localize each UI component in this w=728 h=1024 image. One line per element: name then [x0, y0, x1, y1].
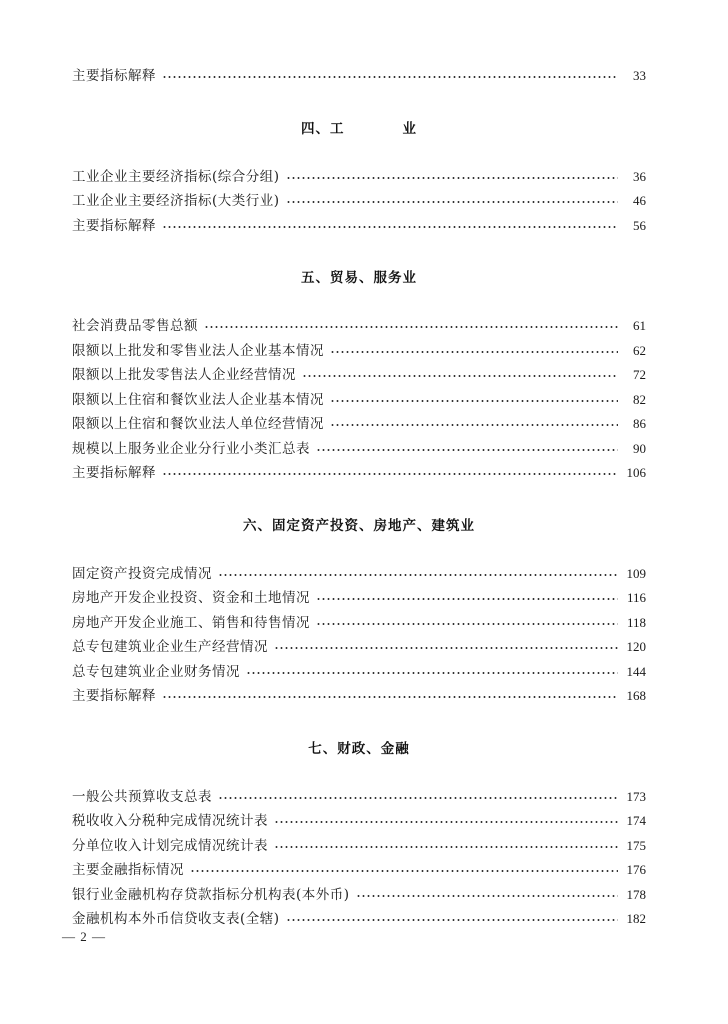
toc-entry[interactable] — [72, 412, 646, 437]
toc-entry-page: 72 — [633, 367, 646, 382]
dot-leader — [246, 672, 618, 674]
toc-entry[interactable] — [72, 785, 646, 810]
toc-entry[interactable] — [72, 611, 646, 636]
toc-entry[interactable] — [72, 461, 646, 486]
toc-entry[interactable] — [72, 660, 646, 685]
dot-leader — [162, 696, 618, 698]
dot-leader — [218, 797, 618, 799]
toc-entry-page: 46 — [633, 193, 646, 208]
section-heading-part: 四、工 — [301, 120, 345, 137]
toc-entry[interactable] — [72, 64, 646, 89]
toc-entry-title: 房地产开发企业施工、销售和待售情况 — [72, 614, 310, 631]
toc-entry-title: 限额以上住宿和餐饮业法人单位经营情况 — [72, 416, 324, 432]
toc-entry-page: 62 — [633, 342, 646, 358]
toc-entry-title: 总专包建筑业企业生产经营情况 — [72, 639, 268, 655]
toc-entry-page: 174 — [626, 813, 646, 828]
toc-entry[interactable] — [72, 809, 646, 834]
toc-entry-title: 主要指标解释 — [72, 217, 156, 234]
dot-leader — [274, 647, 618, 649]
toc-entry-title: 限额以上批发和零售业法人企业基本情况 — [72, 342, 324, 359]
toc-entry-page: 90 — [633, 440, 646, 456]
table-of-contents — [72, 64, 646, 932]
toc-entry-title: 银行业金融机构存贷款指标分机构表(本外币) — [72, 886, 350, 903]
toc-entry-page: 120 — [626, 639, 646, 654]
toc-entry-title: 限额以上住宿和餐饮业法人企业基本情况 — [72, 391, 324, 408]
toc-entry[interactable] — [72, 437, 646, 462]
toc-entry[interactable] — [72, 684, 646, 709]
toc-entry-title: 分单位收入计划完成情况统计表 — [72, 837, 268, 854]
dot-leader — [218, 574, 618, 576]
toc-entry[interactable] — [72, 165, 646, 190]
toc-entry-title: 固定资产投资完成情况 — [72, 565, 212, 582]
toc-entry-page: 144 — [626, 663, 646, 679]
toc-entry-title: 工业企业主要经济指标(综合分组) — [72, 168, 280, 185]
dot-leader — [274, 846, 618, 848]
toc-entry[interactable] — [72, 388, 646, 413]
dot-leader — [316, 449, 618, 451]
dot-leader — [356, 895, 618, 897]
dot-leader — [286, 919, 618, 921]
dot-leader — [330, 400, 618, 402]
section-heading-trade-services: 五、贸易、服务业 — [301, 270, 417, 286]
section-heading-part: 业 — [402, 120, 417, 137]
section-heading-investment-realestate-construction: 六、固定资产投资、房地产、建筑业 — [243, 517, 475, 534]
dot-leader — [162, 473, 618, 475]
section-heading-finance: 七、财政、金融 — [308, 740, 410, 757]
toc-entry-title: 税收收入分税种完成情况统计表 — [72, 813, 268, 829]
dot-leader — [274, 821, 618, 823]
toc-entry-page: 109 — [626, 565, 646, 581]
toc-entry[interactable] — [72, 339, 646, 364]
toc-entry-title: 主要金融指标情况 — [72, 862, 184, 878]
dot-leader — [286, 201, 618, 203]
dot-leader — [316, 598, 618, 600]
dot-leader — [162, 226, 618, 228]
dot-leader — [302, 375, 618, 377]
toc-entry[interactable] — [72, 562, 646, 587]
toc-entry-page: 86 — [633, 416, 646, 431]
toc-entry-page: 36 — [633, 168, 646, 184]
dot-leader — [204, 326, 618, 328]
toc-entry[interactable] — [72, 214, 646, 239]
toc-entry-page: 173 — [626, 788, 646, 804]
toc-entry-title: 主要指标解释 — [72, 688, 156, 704]
toc-entry-page: 182 — [626, 911, 646, 926]
toc-entry-page: 82 — [633, 391, 646, 407]
dot-leader — [286, 177, 618, 179]
toc-entry-page: 106 — [626, 465, 646, 480]
toc-entry-page: 118 — [626, 614, 646, 630]
toc-entry-page: 61 — [633, 318, 646, 333]
toc-entry-title: 社会消费品零售总额 — [72, 318, 198, 334]
toc-entry[interactable] — [72, 586, 646, 611]
dot-leader — [330, 424, 618, 426]
toc-entry-title: 一般公共预算收支总表 — [72, 788, 212, 805]
toc-entry[interactable] — [72, 363, 646, 388]
toc-entry[interactable] — [72, 883, 646, 908]
toc-entry-title: 主要指标解释 — [72, 68, 156, 84]
toc-entry-title: 工业企业主要经济指标(大类行业) — [72, 193, 280, 209]
dot-leader — [190, 870, 618, 872]
toc-entry-title: 房地产开发企业投资、资金和土地情况 — [72, 590, 310, 606]
toc-entry-page: 175 — [626, 837, 646, 853]
toc-entry[interactable] — [72, 834, 646, 859]
toc-entry-page: 176 — [626, 862, 646, 877]
toc-entry-page: 116 — [626, 590, 646, 605]
toc-entry-page: 168 — [626, 688, 646, 703]
toc-entry-page: 178 — [626, 886, 646, 902]
toc-entry[interactable] — [72, 314, 646, 339]
toc-entry[interactable] — [72, 635, 646, 660]
toc-entry-title: 金融机构本外币信贷收支表(全辖) — [72, 911, 280, 927]
dot-leader — [316, 623, 618, 625]
toc-entry-title: 主要指标解释 — [72, 465, 156, 481]
toc-entry-title: 总专包建筑业企业财务情况 — [72, 663, 240, 680]
dot-leader — [330, 351, 618, 353]
toc-entry-page: 33 — [633, 68, 646, 83]
toc-entry[interactable] — [72, 189, 646, 214]
toc-entry-title: 规模以上服务业企业分行业小类汇总表 — [72, 440, 310, 457]
toc-entry[interactable] — [72, 907, 646, 932]
dot-leader — [162, 76, 618, 78]
page-number-footer: — 2 — — [62, 929, 106, 944]
section-heading-industry — [72, 117, 646, 141]
toc-entry-title: 限额以上批发零售法人企业经营情况 — [72, 367, 296, 383]
toc-entry-page: 56 — [633, 217, 646, 233]
toc-entry[interactable] — [72, 858, 646, 883]
